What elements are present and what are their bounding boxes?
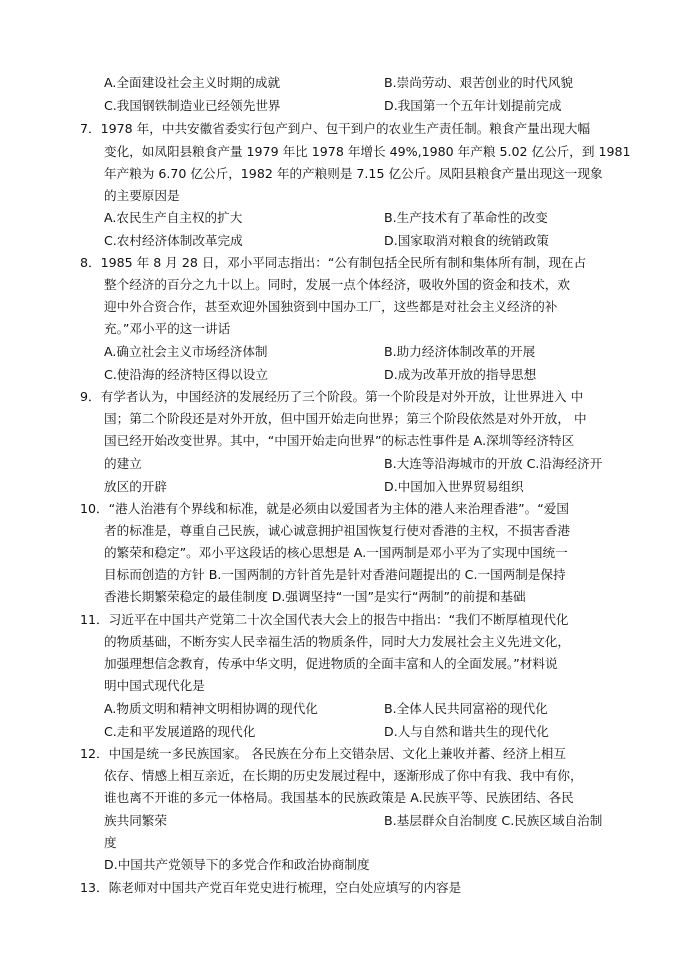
- q8-stem-line: 8．1985 年 8 月 28 日，邓小平同志指出：“公有制包括全民所有制和集体所有制，现在占: [80, 255, 587, 270]
- q7-stem-line: 年产粮为 6.70 亿公斤，1982 年的产粮则是 7.15 亿公斤。凤阳县粮食产量出现这一现象: [104, 166, 603, 181]
- q12-option-d: D.中国共产党领导下的多党合作和政治协商制度: [104, 857, 370, 872]
- q7-option-d: D.国家取消对粮食的统销政策: [384, 233, 549, 248]
- q9-stem-line: 国；第二个阶段还是对外开放，但中国开始走向世界；第三个阶段依然是对外开放， 中: [104, 411, 587, 426]
- q8-option-c: C.使沿海的经济特区得以设立: [104, 367, 268, 382]
- q12-stem-line: 谁也离不开谁的多元一体格局。我国基本的民族政策是 A.民族平等、民族团结、各民: [104, 790, 574, 805]
- q10-stem-line: 目标而创造的方针 B.一国两制的方针首先是针对香港问题提出的 C.一国两制是保持: [104, 567, 566, 582]
- q12-stem-line: 12．中国是统一多民族国家。 各民族在分布上交错杂居、文化上兼收并蓄、经济上相互: [80, 746, 566, 761]
- q9-stem-line: 9．有学者认为，中国经济的发展经历了三个阶段。第一个阶段是对外开放，让世界进入 中: [80, 389, 584, 404]
- q8-option-b: B.助力经济体制改革的开展: [384, 344, 536, 359]
- q6-option-d: D.我国第一个五年计划提前完成: [384, 98, 562, 113]
- q7-stem-line: 7．1978 年，中共安徽省委实行包产到户、包干到户的农业生产责任制。粮食产量出现大幅: [80, 121, 591, 136]
- q7-option-c: C.农村经济体制改革完成: [104, 233, 243, 248]
- q11-stem-line: 加强理想信念教育，传承中华文明，促进物质的全面丰富和人的全面发展。”材料说: [104, 656, 558, 671]
- q10-stem-line: 10．“港人治港有个界线和标准，就是必须由以爱国者为主体的港人来治理香港”。“爱国: [80, 501, 569, 516]
- q8-stem-line: 充。”邓小平的这一讲话: [104, 321, 231, 336]
- q10-stem-line: 者的标准是，尊重自己民族，诚心诚意拥护祖国恢复行使对香港的主权，不损害香港: [104, 523, 570, 538]
- q7-option-a: A.农民生产自主权的扩大: [104, 210, 243, 225]
- q11-option-d: D.人与自然和谐共生的现代化: [384, 724, 549, 739]
- q8-stem-line: 整个经济的百分之九十以上。同时，发展一点个体经济，吸收外国的资金和技术，欢: [104, 277, 570, 292]
- q8-stem-line: 迎中外合资合作，甚至欢迎外国独资到中国办工厂，这些都是对社会主义经济的补: [104, 299, 558, 314]
- q11-stem-line: 的物质基础，不断夯实人民幸福生活的物质条件，同时大力发展社会主义先进文化，: [104, 634, 570, 649]
- q6-option-c: C.我国钢铁制造业已经领先世界: [104, 98, 281, 113]
- q6-option-a: A.全面建设社会主义时期的成就: [104, 75, 281, 90]
- q10-stem-line: 的繁荣和稳定”。邓小平这段话的核心思想是 A.一国两制是邓小平为了实现中国统一: [104, 545, 568, 560]
- q6-option-b: B.崇尚劳动、艰苦创业的时代风貌: [384, 75, 573, 90]
- q11-option-b: B.全体人民共同富裕的现代化: [384, 701, 548, 716]
- q12-option-c-cont: 度: [104, 835, 117, 850]
- q9-option-c-cont: 放区的开辟: [104, 479, 167, 494]
- q10-stem-line: 香港长期繁荣稳定的最佳制度 D.强调坚持“一国”是实行“两制”的前提和基础: [104, 589, 526, 604]
- q8-option-a: A.确立社会主义市场经济体制: [104, 344, 268, 359]
- q7-stem-line: 变化，如凤阳县粮食产量 1979 年比 1978 年增长 49%,1980 年产粮 5.02 亿公斤，到 1981: [104, 144, 631, 159]
- q9-option-b-c: B.大连等沿海城市的开放 C.沿海经济开: [384, 456, 603, 471]
- q11-stem-line: 11．习近平在中国共产党第二十次全国代表大会上的报告中指出：“我们不断厚植现代化: [80, 612, 569, 627]
- q11-option-c: C.走和平发展道路的现代化: [104, 724, 256, 739]
- q7-stem-line: 的主要原因是: [104, 188, 180, 203]
- q8-option-d: D.成为改革开放的指导思想: [384, 367, 537, 382]
- q12-option-b-c: B.基层群众自治制度 C.民族区域自治制: [384, 813, 603, 828]
- q12-option-a-cont: 族共同繁荣: [104, 813, 167, 828]
- q9-option-a-cont: 的建立: [104, 456, 142, 471]
- q11-stem-line: 明中国式现代化是: [104, 678, 205, 693]
- q12-stem-line: 依存、情感上相互亲近，在长期的历史发展过程中，逐渐形成了你中有我、我中有你，: [104, 768, 583, 783]
- q9-option-d: D.中国加入世界贸易组织: [384, 479, 524, 494]
- q13-stem-line: 13．陈老师对中国共产党百年党史进行梳理，空白处应填写的内容是: [80, 880, 462, 895]
- q11-option-a: A.物质文明和精神文明相协调的现代化: [104, 701, 318, 716]
- q7-option-b: B.生产技术有了革命性的改变: [384, 210, 548, 225]
- q9-stem-line: 国已经开始改变世界。其中，“中国开始走向世界”的标志性事件是 A.深圳等经济特区: [104, 433, 575, 448]
